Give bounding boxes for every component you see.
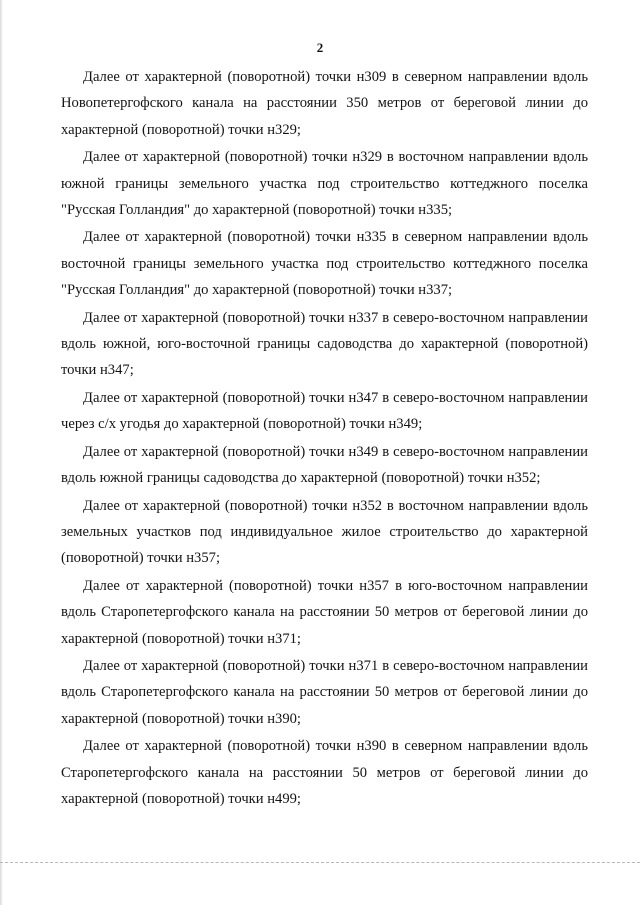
paragraph: Далее от характерной (поворотной) точки н371 в северо-восточном направлении вдоль Старопетергофского канала на расстоянии 50 метров от береговой линии до характерной (поворотной) точки н390; (61, 657, 588, 727)
paragraph: Далее от характерной (поворотной) точки н347 в северо-восточном направлении через с/х угодья до характерной (поворотной) точки н349; (61, 389, 588, 433)
paragraph: Далее от характерной (поворотной) точки н357 в юго-восточном направлении вдоль Старопетергофского канала на расстоянии 50 метров от береговой линии до характерной (поворотной) точки н371; (61, 577, 588, 647)
paragraph: Далее от характерной (поворотной) точки н337 в северо-восточном направлении вдоль южной, юго-восточной границы садоводства до характерной (поворотной) точки н347; (61, 309, 588, 379)
paragraph: Далее от характерной (поворотной) точки н352 в восточном направлении вдоль земельных участков под индивидуальное жилое строительство до характерной (поворотной) точки н357; (61, 497, 588, 567)
paragraph: Далее от характерной (поворотной) точки н309 в северном направлении вдоль Новопетергофского канала на расстоянии 350 метров от береговой линии до характерной (поворотной) точки н329; (61, 69, 588, 138)
scan-edge-line (0, 862, 640, 863)
scan-shadow (0, 0, 3, 905)
paragraph: Далее от характерной (поворотной) точки н390 в северном направлении вдоль Старопетергофского канала на расстоянии 50 метров от береговой линии до характерной (поворотной) точки н499; (61, 738, 588, 807)
paragraph: Далее от характерной (поворотной) точки н335 в северном направлении вдоль восточной границы земельного участка под строительство коттеджного поселка "Русская Голландия" до характерной (поворотной) точки н337; (61, 229, 588, 299)
paragraph: Далее от характерной (поворотной) точки н349 в северо-восточном направлении вдоль южной границы садоводства до характерной (поворотной) точки н352; (61, 443, 588, 487)
paragraph: Далее от характерной (поворотной) точки н329 в восточном направлении вдоль южной границы земельного участка под строительство коттеджного поселка "Русская Голландия" до характерной (поворотной) точки н335; (61, 149, 588, 219)
document-body (61, 64, 588, 813)
page-number: 2 (316, 40, 324, 55)
